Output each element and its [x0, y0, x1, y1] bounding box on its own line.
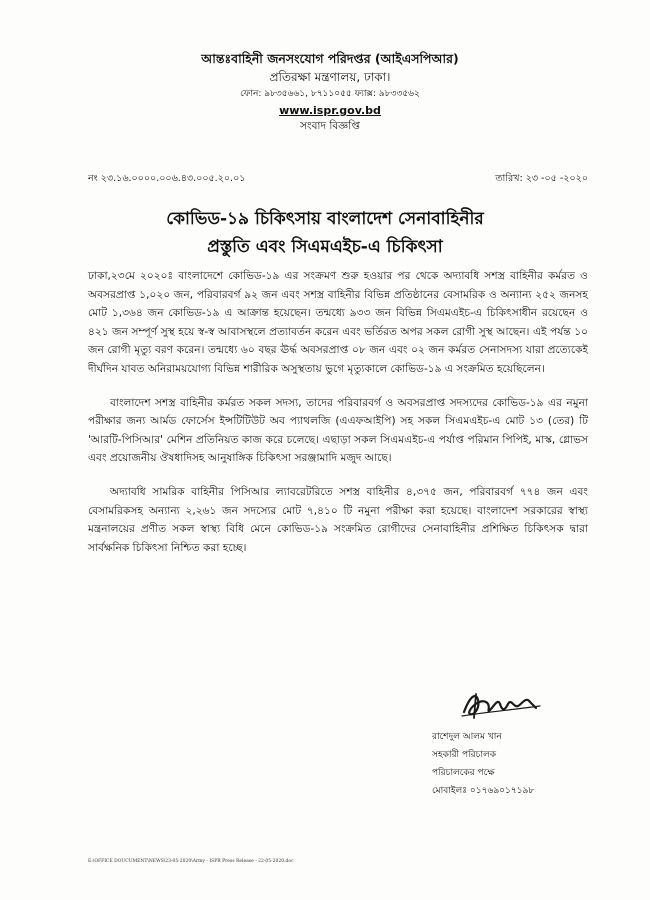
- document-date: তারিখ: ২৩ -০৫ -২০২০: [495, 173, 588, 184]
- headline-line-1: কোভিড-১৯ চিকিৎসায় বাংলাদেশ সেনাবাহিনীর: [166, 209, 484, 229]
- press-release-headline: [110, 205, 540, 261]
- body-paragraph-1: ঢাকা,২৩মে ২০২০ঃ বাংলাদেশে কোভিড-১৯ এর সংক্রমণ শুরু হওয়ার পর থেকে অদ্যাবধি সশস্ত্র বাহিনীর কর্মরত ও অবসরপ্রাপ্ত ১,০২০ জন, পরিবারবর্গ ৯২ জন এবং সশস্ত্র বাহিনীর বিভিন্ন প্রতিষ্ঠানের বেসামরিক ও অন্যান্য ২৫২ জনসহ মোট ১,৩৬৪ জন কোভিড-১৯ এ আক্রান্ত হয়েছেন। তন্মধ্যে ৯৩৩ জন বিভিন্ন সিএমএইচ-এ চিকিৎসাধীন রয়েছেন ও ৪২১ জন সম্পূর্ণ সুস্থ হয়ে স্ব-স্ব আবাসস্থলে প্রত্যাবর্তন করেন এবং ভর্তিরত অপর সকল রোগী সুস্থ আছেন। এই পর্যন্ত ১০ জন রোগী মৃত্যু বরণ করেন। তন্মধ্যে ৬০ বছর ঊর্দ্ধ অবসরপ্রাপ্ত ০৮ জন এবং ০২ জন কর্মরত সেনাসদস্য যারা প্রত্যেকেই দীর্ঘদিন যাবত অনিরাময়যোগ্য বিভিন্ন শারীরিক অসুস্থতায় ভুগে মৃত্যুকালে কোভিড-১৯ এ সংক্রমিত হয়েছিলেন।: [88, 270, 588, 375]
- signer-mobile: মোবাইলঃ ০১৭৬৯০১৭১৯৮: [432, 786, 535, 796]
- document-type: সংবাদ বিজ্ঞপ্তি: [300, 120, 360, 132]
- signer-title: সহকারী পরিচালক: [432, 750, 497, 760]
- signature-icon: [456, 686, 546, 724]
- signer-name: রাশেদুল আলম খান: [432, 732, 502, 742]
- body-paragraph-3: অদ্যাবধি সামরিক বাহিনীর পিসিআর ল্যাবরেটরিতে সশস্ত্র বাহিনীর ৪,৩৭৫ জন, পরিবারবর্গ ৭৭৪ জন এবং বেসামরিকসহ অন্যান্য ২,২৬১ জন সদস্যের মোট ৭,৪১০ টি নমুনা পরীক্ষা করা হয়েছে। বাংলাদেশ সরকারের স্বাস্থ্য মন্ত্রনালয়ের প্রণীত সকল স্বাস্থ্য বিধি মেনে কোভিড-১৯ সংক্রমিত রোগীদের সেনাবাহিনীর প্রশিক্ষিত চিকিৎসক দ্বারা সার্বক্ষনিক চিকিৎসা নিশ্চিত করা হচ্ছে।: [88, 485, 588, 554]
- signature-block: [432, 728, 592, 800]
- file-path-footer: E:\OFFICE DOUCUMENT\NEWS\23-05-2020\Army - ISPR Press Release - 22-05-2020.doc: [88, 859, 294, 864]
- organization-name: আন্তঃবাহিনী জনসংযোগ পরিদপ্তর (আইএসপিআর): [201, 51, 459, 66]
- signer-on-behalf: পরিচালকের পক্ষে: [432, 768, 495, 778]
- press-release-body: [88, 267, 588, 572]
- ministry-name: প্রতিরক্ষা মন্ত্রণালয়, ঢাকা।: [269, 70, 391, 84]
- headline-line-2: প্রস্তুতি এবং সিএমএইচ-এ চিকিৎসা: [207, 237, 443, 257]
- contact-numbers: ফোন: ৯৮৩৫৬৬১, ৮৭১১০৫৫ ফ্যাক্স: ৯৮৩৩৫৬২: [240, 89, 420, 99]
- letterhead: [180, 50, 480, 133]
- body-paragraph-2: বাংলাদেশ সশস্ত্র বাহিনীর কর্মরত সকল সদস্য, তাদের পরিবারবর্গ ও অবসরপ্রাপ্ত সদস্যদের কোভিড-১৯ এর নমুনা পরীক্ষার জন্য আর্মড ফোর্সেস ইন্সটিটিউট অব প্যাথলজি (এএফআইপি) সহ সকল সিএমএইচ-এ মোট ১৩ (তের) টি 'আরটি-পিসিআর' মেশিন প্রতিনিয়ত কাজ করে চলেছে। এছাড়া সকল সিএমএইচ-এ পর্যাপ্ত পরিমান পিপিই, মাস্ক, গ্লোভস এবং প্রয়োজনীয় ঔষধাদিসহ আনুষাঙ্গিক চিকিৎসা সরঞ্জামাদি মজুদ আছে।: [88, 396, 588, 465]
- website-link[interactable]: www.ispr.gov.bd: [279, 104, 381, 117]
- reference-number: নং ২৩.১৬.০০০০.০০৬.৪৩.০০৫.২০.০১: [88, 173, 246, 184]
